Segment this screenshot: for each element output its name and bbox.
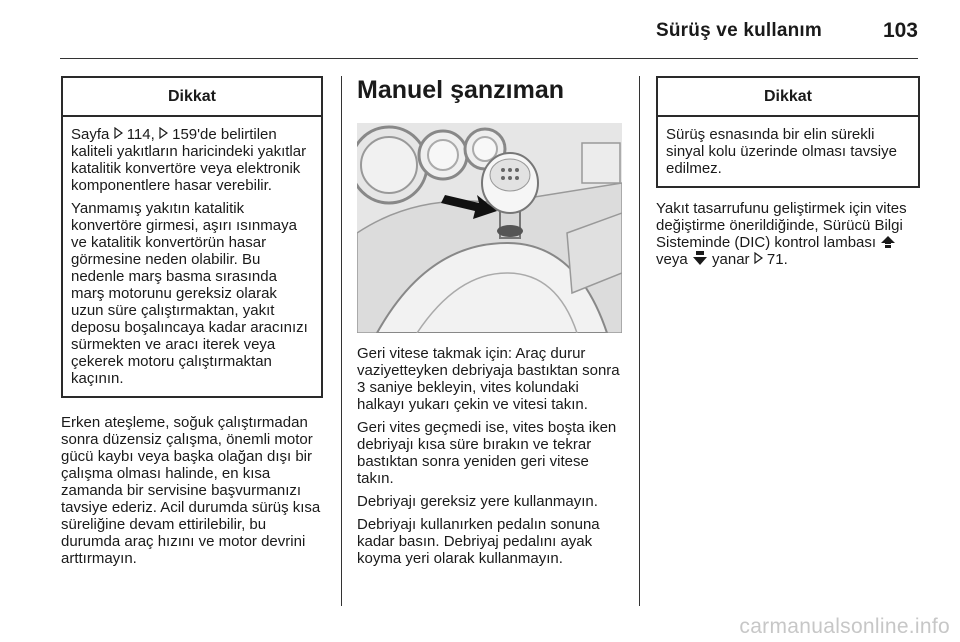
- warning-heading: Dikkat: [63, 78, 321, 117]
- body-paragraph-1: Geri vitese takmak için: Araç durur vaziyetteyken debriyaja bastıktan sonra 3 saniye bekleyin, vites kolundaki halkayı yukarı çekin ve vitesi takın.: [357, 345, 620, 413]
- body-text-pre: Yakıt tasarrufunu geliştirmek için vites değiştirme önerildiğinde, Sürücü Bilgi Sisteminde (DIC) kontrol lambası: [656, 200, 907, 251]
- column-2: [357, 76, 622, 573]
- body-paragraph: Erken ateşleme, soğuk çalıştırmadan sonra düzensiz çalışma, önemli motor gücü kaybı veya başka olağan dışı bir çalışma olması halinde, en kısa zamanda bir servisine başvurmanızı tavsiye ederiz. Acil durumda sürüş kısa süreliğine devam ettirilebilir, bu durumda araç hızını ve motor devrini arttırmayın.: [61, 414, 321, 567]
- warning-box: [61, 76, 323, 398]
- page-section-title: Sürüş ve kullanım: [655, 20, 822, 41]
- page-reference-arrow-icon: [114, 127, 123, 139]
- shift-down-arrow-icon: [692, 251, 708, 266]
- page-ref: 71.: [766, 251, 788, 268]
- page-reference-arrow-icon: [159, 127, 168, 139]
- warning-body: [63, 117, 321, 396]
- warning-body: [658, 117, 918, 186]
- watermark: carmanualsonline.info: [739, 615, 950, 638]
- column-1: [61, 76, 323, 573]
- header-rule: [60, 58, 918, 59]
- page-header: [60, 18, 918, 58]
- warning-paragraph-2: Yanmamış yakıtın katalitik konvertöre girmesi, aşırı ısınmaya ve katalitik konvertörün hasar görmesine neden olabilir. Bu nedenle marş basma sırasında marş motorunu gereksiz olarak uzun süre çalıştırmaktan, yakıt deposu boşalıncaya kadar aracınızı sürmekten ve aracı iterek veya çekerek motoru çalıştırmaktan kaçının.: [71, 200, 308, 387]
- section-heading: Manuel şanzıman: [357, 76, 564, 104]
- body-paragraph-2: Geri vites geçmedi ise, vites boşta iken debriyajı kısa süre bırakın ve tekrar bastıktan sonra yeniden geri vitese takın.: [357, 419, 617, 487]
- warning-ref-2: 159'de belirtilen kaliteli yakıtların haricindeki yakıtlar katalitik konvertöre veya elektronik komponentlere hasar verebilir.: [71, 126, 307, 194]
- warning-text: Sürüş esnasında bir elin sürekli sinyal kolu üzerinde olması tavsiye edilmez.: [666, 126, 897, 177]
- body-text-post: yanar: [707, 251, 754, 268]
- gear-shift-illustration: [357, 123, 622, 333]
- page-reference-arrow-icon: [754, 252, 763, 264]
- column-3: [656, 76, 920, 274]
- column-divider-left: [341, 76, 342, 606]
- warning-paragraph-1: [71, 126, 313, 194]
- warning-box: [656, 76, 920, 188]
- body-paragraph-4: Debriyajı kullanırken pedalın sonuna kadar basın. Debriyaj pedalını ayak koyma yeri olarak kullanmayın.: [357, 516, 600, 567]
- gear-knob-image: [357, 123, 622, 333]
- warning-heading: Dikkat: [658, 78, 918, 117]
- body-text-mid: veya: [656, 251, 692, 268]
- warning-ref-1: 114,: [126, 126, 159, 143]
- page-number: 103: [882, 19, 918, 42]
- body-paragraph: [656, 200, 920, 268]
- shift-up-arrow-icon: [880, 235, 896, 249]
- warning-text-pre: Sayfa: [71, 126, 114, 143]
- body-paragraph-3: Debriyajı gereksiz yere kullanmayın.: [357, 493, 598, 510]
- column-divider-right: [639, 76, 640, 606]
